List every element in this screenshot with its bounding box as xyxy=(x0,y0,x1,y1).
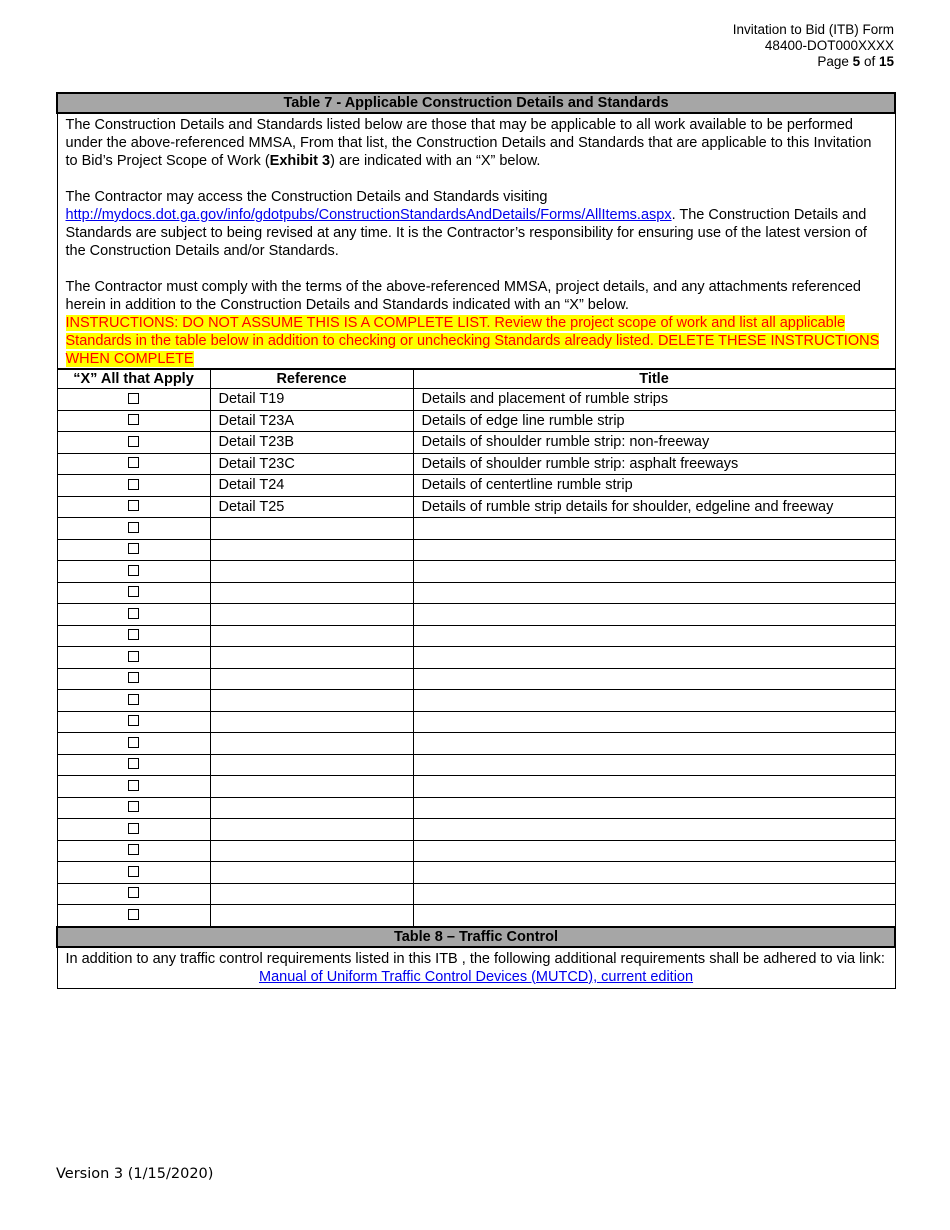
intro-paragraph-3: The Contractor must comply with the terms of the above-referenced MMSA, project details, and any attachments referenced herein in addition to the Construction Details and Standards indicated with an “X” below. INSTRUCTIONS: DO NOT ASSUME THIS IS A COMPLETE LIST. Review the project scope of work and list all applicable Standards in the table below in addition to checking or unchecking Standards already listed. DELETE THESE INSTRUCTIONS WHEN COMPLETE xyxy=(65,279,880,367)
apply-checkbox[interactable] xyxy=(128,672,139,683)
table-row xyxy=(57,862,895,884)
title-cell: Details of edge line rumble strip xyxy=(413,410,895,432)
title-cell xyxy=(413,733,895,755)
table-row xyxy=(57,690,895,712)
reference-cell: Detail T24 xyxy=(210,475,413,497)
table-row xyxy=(57,625,895,647)
apply-checkbox[interactable] xyxy=(128,479,139,490)
reference-cell xyxy=(210,733,413,755)
apply-checkbox[interactable] xyxy=(128,586,139,597)
table-row xyxy=(57,389,895,411)
table7-intro xyxy=(57,113,895,369)
title-cell xyxy=(413,862,895,884)
reference-cell xyxy=(210,905,413,927)
title-cell: Details and placement of rumble strips xyxy=(413,389,895,411)
reference-cell xyxy=(210,819,413,841)
apply-cell xyxy=(57,668,210,690)
apply-checkbox[interactable] xyxy=(128,866,139,877)
table-row xyxy=(57,840,895,862)
title-cell xyxy=(413,840,895,862)
instructions-highlight: INSTRUCTIONS: DO NOT ASSUME THIS IS A COMPLETE LIST. Review the project scope of work and list all applicable Standards in the table below in addition to checking or unchecking Standards already listed. DELETE THESE INSTRUCTIONS WHEN COMPLETE xyxy=(65,315,880,367)
form-title: Invitation to Bid (ITB) Form xyxy=(732,22,894,37)
table-row xyxy=(57,733,895,755)
table-row xyxy=(57,819,895,841)
apply-cell xyxy=(57,840,210,862)
title-cell xyxy=(413,711,895,733)
apply-checkbox[interactable] xyxy=(128,844,139,855)
apply-checkbox[interactable] xyxy=(128,393,139,404)
reference-cell: Detail T23B xyxy=(210,432,413,454)
table-row xyxy=(57,604,895,626)
mutcd-link[interactable]: Manual of Uniform Traffic Control Devices (MUTCD), current edition xyxy=(258,968,694,985)
table-row xyxy=(57,776,895,798)
reference-cell xyxy=(210,797,413,819)
apply-cell xyxy=(57,883,210,905)
apply-cell xyxy=(57,754,210,776)
apply-checkbox[interactable] xyxy=(128,500,139,511)
table-row xyxy=(57,905,895,927)
title-cell: Details of shoulder rumble strip: asphalt freeways xyxy=(413,453,895,475)
standards-link[interactable]: http://mydocs.dot.ga.gov/info/gdotpubs/ConstructionStandardsAndDetails/Forms/AllItems.aspx xyxy=(65,207,672,223)
column-header-title: Title xyxy=(413,369,895,389)
apply-cell xyxy=(57,432,210,454)
apply-checkbox[interactable] xyxy=(128,414,139,425)
reference-cell xyxy=(210,518,413,540)
apply-cell xyxy=(57,797,210,819)
apply-cell xyxy=(57,905,210,927)
title-cell: Details of shoulder rumble strip: non-freeway xyxy=(413,432,895,454)
apply-checkbox[interactable] xyxy=(128,780,139,791)
apply-checkbox[interactable] xyxy=(128,694,139,705)
column-header-apply: “X” All that Apply xyxy=(57,369,210,389)
apply-cell xyxy=(57,410,210,432)
table-row xyxy=(57,647,895,669)
apply-cell xyxy=(57,453,210,475)
reference-cell xyxy=(210,862,413,884)
table-row xyxy=(57,496,895,518)
apply-cell xyxy=(57,582,210,604)
apply-cell xyxy=(57,604,210,626)
table8-text: In addition to any traffic control requirements listed in this ITB , the following additional requirements shall be adhered to via link: xyxy=(65,950,885,967)
page-number: Page 5 of 15 xyxy=(817,54,894,69)
reference-cell xyxy=(210,561,413,583)
table-row xyxy=(57,539,895,561)
title-cell xyxy=(413,797,895,819)
apply-cell xyxy=(57,496,210,518)
table-row xyxy=(57,668,895,690)
apply-checkbox[interactable] xyxy=(128,629,139,640)
title-cell xyxy=(413,776,895,798)
table-row xyxy=(57,410,895,432)
title-cell xyxy=(413,754,895,776)
apply-cell xyxy=(57,776,210,798)
form-number: 48400-DOT000XXXX xyxy=(764,38,894,53)
title-cell xyxy=(413,647,895,669)
apply-cell xyxy=(57,711,210,733)
title-cell xyxy=(413,819,895,841)
reference-cell xyxy=(210,754,413,776)
table-row xyxy=(57,797,895,819)
apply-checkbox[interactable] xyxy=(128,543,139,554)
column-header-reference: Reference xyxy=(210,369,413,389)
apply-checkbox[interactable] xyxy=(128,436,139,447)
reference-cell: Detail T19 xyxy=(210,389,413,411)
table-row xyxy=(57,453,895,475)
apply-checkbox[interactable] xyxy=(128,909,139,920)
table-row xyxy=(57,432,895,454)
title-cell xyxy=(413,690,895,712)
title-cell xyxy=(413,561,895,583)
title-cell xyxy=(413,539,895,561)
apply-checkbox[interactable] xyxy=(128,823,139,834)
apply-checkbox[interactable] xyxy=(128,565,139,576)
apply-cell xyxy=(57,819,210,841)
apply-cell xyxy=(57,690,210,712)
reference-cell xyxy=(210,840,413,862)
apply-cell xyxy=(57,389,210,411)
apply-checkbox[interactable] xyxy=(128,801,139,812)
reference-cell xyxy=(210,647,413,669)
apply-cell xyxy=(57,862,210,884)
title-cell xyxy=(413,668,895,690)
document-body xyxy=(56,92,894,989)
reference-cell: Detail T25 xyxy=(210,496,413,518)
title-cell: Details of rumble strip details for shoulder, edgeline and freeway xyxy=(413,496,895,518)
table8-body xyxy=(57,947,895,989)
intro-paragraph-1: The Construction Details and Standards listed below are those that may be applicable to all work available to be performed under the above-referenced MMSA, From that list, the Construction Details and Standards that are applicable to this Invitation to Bid’s Project Scope of Work (Exhibit 3) are indicated with an “X” below. xyxy=(65,117,872,169)
table-row xyxy=(57,475,895,497)
table-row xyxy=(57,711,895,733)
table-row xyxy=(57,518,895,540)
reference-cell xyxy=(210,668,413,690)
apply-cell xyxy=(57,518,210,540)
apply-cell xyxy=(57,561,210,583)
page-header xyxy=(733,22,894,70)
table-row xyxy=(57,561,895,583)
apply-checkbox[interactable] xyxy=(128,608,139,619)
table-row xyxy=(57,754,895,776)
reference-cell xyxy=(210,582,413,604)
reference-cell xyxy=(210,776,413,798)
apply-cell xyxy=(57,539,210,561)
table7 xyxy=(56,92,896,989)
reference-cell xyxy=(210,625,413,647)
table8-caption: Table 8 – Traffic Control xyxy=(57,927,895,947)
reference-cell: Detail T23C xyxy=(210,453,413,475)
reference-cell: Detail T23A xyxy=(210,410,413,432)
apply-checkbox[interactable] xyxy=(128,651,139,662)
apply-cell xyxy=(57,475,210,497)
reference-cell xyxy=(210,883,413,905)
title-cell xyxy=(413,625,895,647)
footer-version: Version 3 (1/15/2020) xyxy=(56,1166,214,1182)
reference-cell xyxy=(210,604,413,626)
title-cell: Details of centertline rumble strip xyxy=(413,475,895,497)
table-row xyxy=(57,883,895,905)
title-cell xyxy=(413,905,895,927)
apply-checkbox[interactable] xyxy=(128,457,139,468)
table-row xyxy=(57,582,895,604)
apply-checkbox[interactable] xyxy=(128,887,139,898)
table7-caption: Table 7 - Applicable Construction Details and Standards xyxy=(57,93,895,113)
title-cell xyxy=(413,518,895,540)
apply-cell xyxy=(57,733,210,755)
apply-checkbox[interactable] xyxy=(128,715,139,726)
reference-cell xyxy=(210,711,413,733)
intro-paragraph-2: The Contractor may access the Construction Details and Standards visiting http://mydocs.dot.ga.gov/info/gdotpubs/ConstructionStandardsAndDetails/Forms/AllItems.aspx. The Construction Details and Standards are subject to being revised at any time. It is the Contractor’s responsibility for ensuring use of the latest version of the Construction Details and/or Standards. xyxy=(65,189,867,259)
apply-checkbox[interactable] xyxy=(128,737,139,748)
apply-checkbox[interactable] xyxy=(128,758,139,769)
title-cell xyxy=(413,604,895,626)
column-header-row xyxy=(57,369,895,389)
title-cell xyxy=(413,582,895,604)
title-cell xyxy=(413,883,895,905)
reference-cell xyxy=(210,539,413,561)
reference-cell xyxy=(210,690,413,712)
apply-cell xyxy=(57,647,210,669)
apply-cell xyxy=(57,625,210,647)
apply-checkbox[interactable] xyxy=(128,522,139,533)
